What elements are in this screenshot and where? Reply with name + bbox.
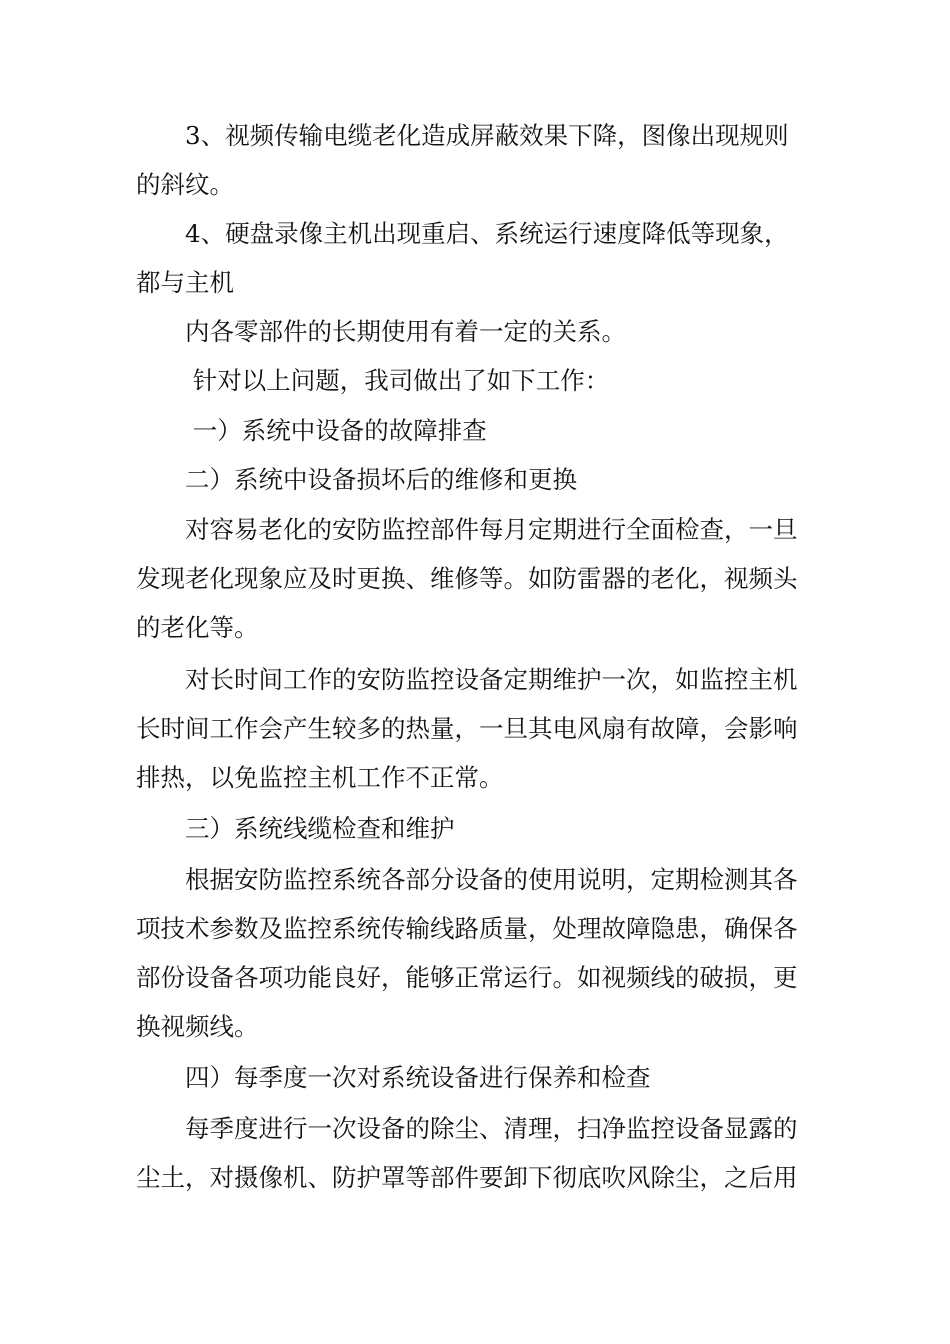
text-line: 四）每季度一次对系统设备进行保养和检查 (136, 1063, 651, 1092)
paragraph-periodic-test (136, 855, 836, 1051)
paragraph-dvr-restart (136, 209, 836, 307)
paragraph-cable-aging (136, 111, 836, 209)
text-line: 内各零部件的长期使用有着一定的关系。 (136, 317, 626, 346)
paragraph-parts-usage (136, 307, 836, 356)
text-line: 的老化等。 (136, 613, 259, 642)
text-line: 根据安防监控系统各部分设备的使用说明，定期检测其各 (136, 865, 798, 894)
text-line: 每季度进行一次设备的除尘、清理，扫净监控设备显露的 (136, 1114, 798, 1143)
heading-fault-check (136, 406, 836, 455)
text-line: 对容易老化的安防监控部件每月定期进行全面检查，一旦 (136, 515, 798, 544)
text-line: 尘土，对摄像机、防护罩等部件要卸下彻底吹风除尘，之后用 (136, 1163, 798, 1192)
paragraph-maintenance (136, 655, 836, 802)
text-line: 一）系统中设备的故障排查 (136, 416, 487, 445)
text-line: 二）系统中设备损坏后的维修和更换 (136, 465, 577, 494)
paragraph-monthly-check (136, 505, 836, 652)
text-line: 发现老化现象应及时更换、维修等。如防雷器的老化，视频头 (136, 564, 798, 593)
text-line: 4、硬盘录像主机出现重启、系统运行速度降低等现象， (136, 219, 789, 248)
text-line: 部份设备各项功能良好，能够正常运行。如视频线的破损，更 (136, 963, 798, 992)
text-line: 长时间工作会产生较多的热量，一旦其电风扇有故障，会影响 (136, 714, 798, 743)
text-line: 都与主机 (136, 268, 234, 297)
text-line: 项技术参数及监控系统传输线路质量，处理故障隐患，确保各 (136, 914, 798, 943)
text-line: 的斜纹。 (136, 170, 234, 199)
heading-quarterly (136, 1053, 836, 1102)
text-line: 换视频线。 (136, 1012, 259, 1041)
heading-repair-replace (136, 455, 836, 504)
heading-cable-check (136, 804, 836, 853)
paragraph-work-intro (136, 356, 836, 405)
text-line: 针对以上问题，我司做出了如下工作： (136, 366, 610, 395)
text-line: 三）系统线缆检查和维护 (136, 814, 455, 843)
text-line: 对长时间工作的安防监控设备定期维护一次，如监控主机 (136, 665, 798, 694)
text-line: 3、视频传输电缆老化造成屏蔽效果下降，图像出现规则 (136, 121, 789, 150)
paragraph-dust-cleaning (136, 1104, 836, 1202)
text-line: 排热，以免监控主机工作不正常。 (136, 763, 504, 792)
